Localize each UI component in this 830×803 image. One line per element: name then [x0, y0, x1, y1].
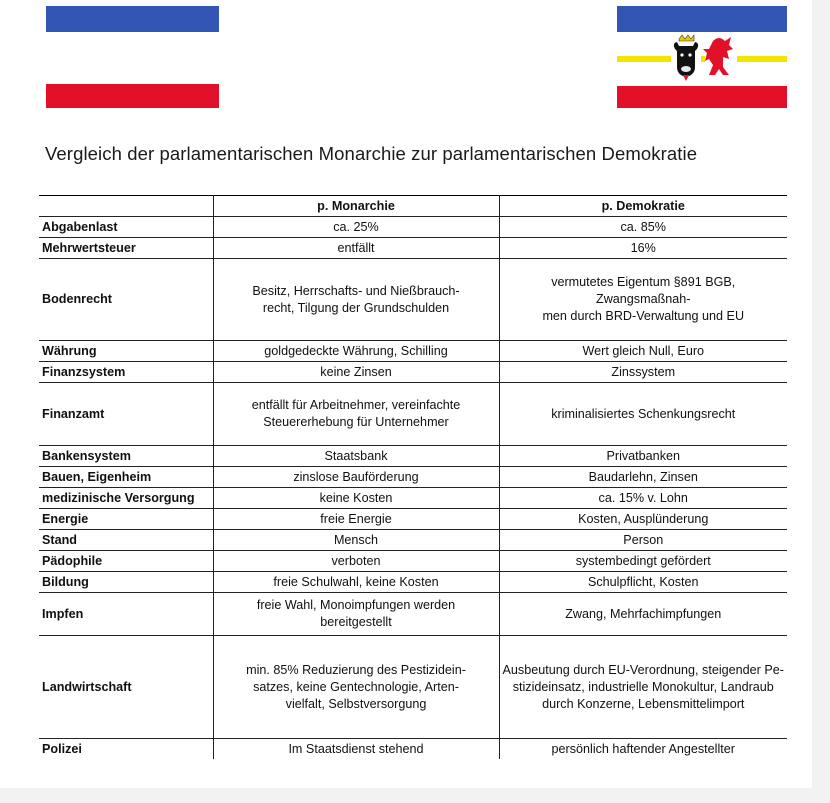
cell-line: Ausbeutung durch EU-Verordnung, steigender Pe- — [502, 662, 784, 677]
row-label: Landwirtschaft — [39, 636, 213, 739]
coat-of-arms-icon — [669, 33, 739, 87]
row-label: Stand — [39, 530, 213, 551]
demokratie-cell: Privatbanken — [499, 446, 787, 467]
cell-line: Steuererhebung für Unternehmer — [263, 415, 449, 429]
table-row — [39, 551, 787, 572]
table-row — [39, 488, 787, 509]
table-row — [39, 572, 787, 593]
monarchie-cell: Im Staatsdienst stehend — [213, 739, 499, 760]
table-row — [39, 238, 787, 259]
cell-line: bereitgestellt — [320, 615, 392, 629]
monarchie-cell: keine Zinsen — [213, 362, 499, 383]
row-label: Finanzamt — [39, 383, 213, 446]
cell-line: vermutetes Eigentum §891 BGB, Zwangsmaßnah- — [551, 275, 736, 306]
row-label: Mehrwertsteuer — [39, 238, 213, 259]
cell-line: vielfalt, Selbstversorgung — [285, 696, 427, 711]
table-row — [39, 217, 787, 238]
demokratie-cell: Kosten, Ausplünderung — [499, 509, 787, 530]
monarchie-cell: ca. 25% — [213, 217, 499, 238]
monarchie-cell: Staatsbank — [213, 446, 499, 467]
monarchie-cell: freie Energie — [213, 509, 499, 530]
table-row — [39, 383, 787, 446]
row-label: Währung — [39, 341, 213, 362]
monarchie-cell: entfällt — [213, 238, 499, 259]
flag-right-blue-stripe — [617, 6, 787, 32]
monarchie-cell: Mensch — [213, 530, 499, 551]
demokratie-cell: ca. 85% — [499, 217, 787, 238]
table-row — [39, 509, 787, 530]
header-demokratie: p. Demokratie — [499, 196, 787, 217]
cell-line: freie Wahl, Monoimpfungen werden — [256, 598, 456, 612]
row-label: Bauen, Eigenheim — [39, 467, 213, 488]
monarchie-cell — [213, 259, 499, 341]
table-row — [39, 739, 787, 760]
cell-line: satzes, keine Gentechnologie, Arten- — [253, 679, 459, 694]
flag-left-blue-stripe — [46, 6, 219, 32]
demokratie-cell — [499, 259, 787, 341]
row-label: Energie — [39, 509, 213, 530]
demokratie-cell: Person — [499, 530, 787, 551]
cell-line: Besitz, Herrschafts- und Nießbrauch- — [252, 283, 460, 298]
table-row — [39, 446, 787, 467]
demokratie-cell: ca. 15% v. Lohn — [499, 488, 787, 509]
cell-line: stizideinsatz, industrielle Monokultur, Landraub — [512, 679, 774, 694]
cell-line: entfällt für Arbeitnehmer, vereinfachte — [251, 398, 461, 412]
monarchie-cell: verboten — [213, 551, 499, 572]
flag-left — [46, 6, 219, 108]
row-label: Bankensystem — [39, 446, 213, 467]
row-label: Polizei — [39, 739, 213, 760]
demokratie-cell: Baudarlehn, Zinsen — [499, 467, 787, 488]
table-row — [39, 636, 787, 739]
flag-right-red-stripe — [617, 86, 787, 108]
demokratie-cell: systembedingt gefördert — [499, 551, 787, 572]
comparison-table — [39, 195, 787, 759]
demokratie-cell: Zinssystem — [499, 362, 787, 383]
header-empty-cell — [39, 196, 213, 217]
monarchie-cell: goldgedeckte Währung, Schilling — [213, 341, 499, 362]
monarchie-cell — [213, 636, 499, 739]
monarchie-cell: keine Kosten — [213, 488, 499, 509]
monarchie-cell: zinslose Bauförderung — [213, 467, 499, 488]
document-title: Vergleich der parlamentarischen Monarchie zur parlamentarischen Demokratie — [45, 143, 698, 164]
demokratie-cell — [499, 593, 787, 636]
cell-line: kriminalisiertes Schenkungsrecht — [551, 406, 736, 421]
table-row — [39, 362, 787, 383]
demokratie-cell: persönlich haftender Angestellter — [499, 739, 787, 760]
monarchie-cell — [213, 593, 499, 636]
cell-line: Zwang, Mehrfachimpfungen — [565, 606, 722, 621]
row-label: Abgabenlast — [39, 217, 213, 238]
demokratie-cell: Wert gleich Null, Euro — [499, 341, 787, 362]
table-row — [39, 259, 787, 341]
flag-left-red-stripe — [46, 84, 219, 108]
cell-line: recht, Tilgung der Grundschulden — [262, 300, 450, 315]
demokratie-cell: 16% — [499, 238, 787, 259]
table-row — [39, 593, 787, 636]
monarchie-cell — [213, 383, 499, 446]
row-label: Finanzsystem — [39, 362, 213, 383]
demokratie-cell: Schulpflicht, Kosten — [499, 572, 787, 593]
demokratie-cell — [499, 636, 787, 739]
row-label: Bildung — [39, 572, 213, 593]
monarchie-cell: freie Schulwahl, keine Kosten — [213, 572, 499, 593]
row-label: Impfen — [39, 593, 213, 636]
cell-line: men durch BRD-Verwaltung und EU — [542, 309, 745, 323]
demokratie-cell — [499, 383, 787, 446]
table-row — [39, 341, 787, 362]
table-row — [39, 530, 787, 551]
table-header-row — [39, 196, 787, 217]
cell-line: durch Konzerne, Lebensmittelimport — [542, 696, 745, 711]
row-label: Pädophile — [39, 551, 213, 572]
table-row — [39, 467, 787, 488]
cell-line: min. 85% Reduzierung des Pestizidein- — [246, 662, 466, 677]
row-label: medizinische Versorgung — [39, 488, 213, 509]
flag-right-with-coat-of-arms — [617, 6, 787, 108]
header-monarchie: p. Monarchie — [213, 196, 499, 217]
row-label: Bodenrecht — [39, 259, 213, 341]
